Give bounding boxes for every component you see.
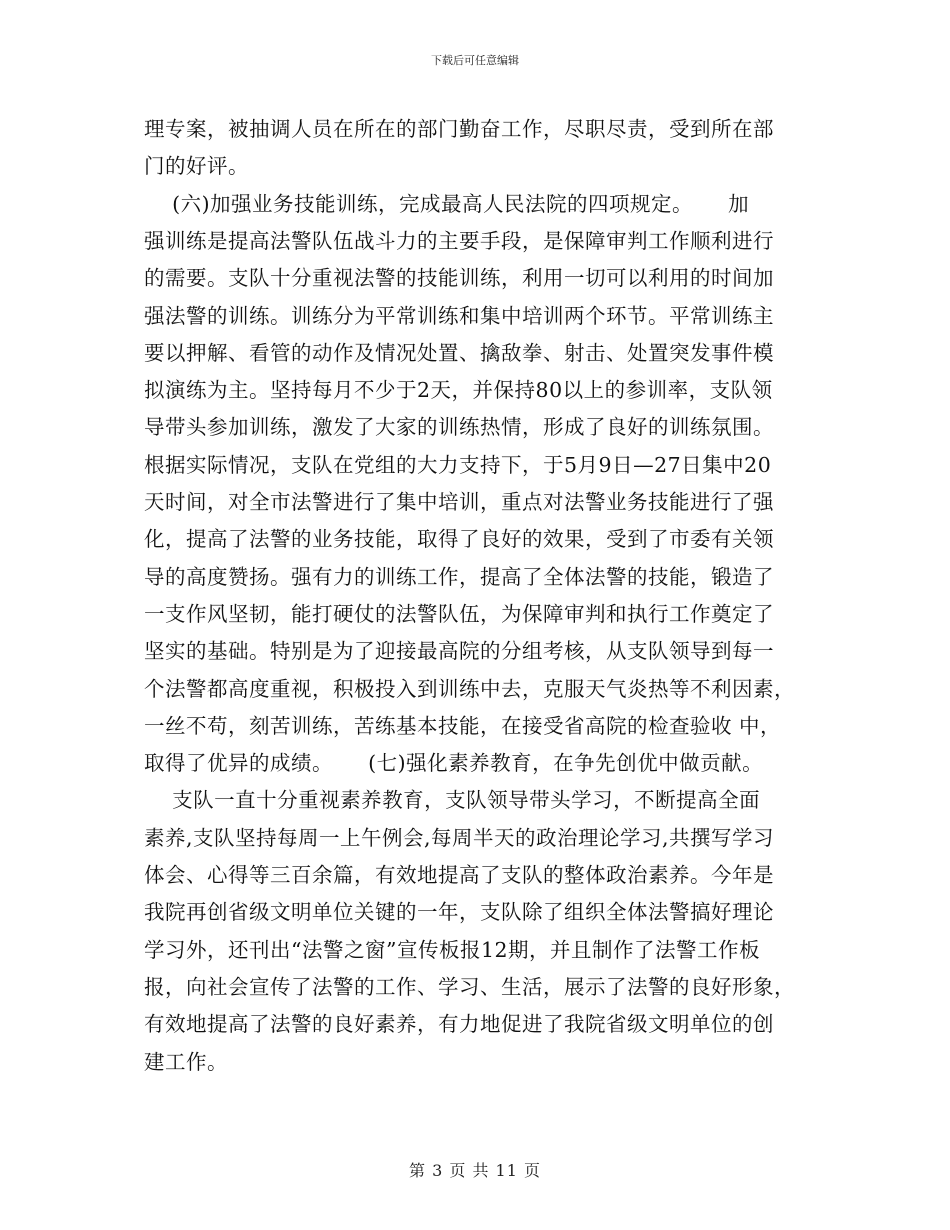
text-line: 坚实的基础。特别是为了迎接最高院的分组考核，从支队领导到每一: [144, 639, 774, 664]
text-line: 体会、心得等三百余篇，有效地提高了支队的整体政治素养。今年是: [144, 863, 774, 887]
text-line: 报，向社会宣传了法警的工作、学习、生活，展示了法警的良好形象，: [144, 974, 795, 999]
text-line: 门的好评。: [144, 154, 249, 179]
text-line: 一支作风坚韧，能打硬仗的法警队伍，为保障审判和执行工作奠定了: [144, 601, 774, 626]
page-header: 下载后可任意编辑: [431, 54, 519, 67]
text-line: 一丝不苟，刻苦训练，苦练基本技能，在接受省高院的检查验收 中，: [144, 713, 782, 738]
text-line: 导的高度赞扬。强有力的训练工作，提高了全体法警的技能，锻造了: [144, 564, 774, 589]
text-line: (六)加强业务技能训练，完成最高人民法院的四项规定。 加: [144, 191, 750, 216]
text-line: 拟演练为主。坚持每月不少于2天，并保持80以上的参训率，支队领: [144, 378, 773, 403]
text-line: 强法警的训练。训练分为平常训练和集中培训两个环节。平常训练主: [144, 303, 774, 328]
text-line: 天时间，对全市法警进行了集中培训，重点对法警业务技能进行了强: [144, 490, 774, 514]
text-line: 导带头参加训练，激发了大家的训练热情，形成了良好的训练氛围。: [144, 415, 774, 440]
text-line: 的需要。支队十分重视法警的技能训练，利用一切可以利用的时间加: [144, 266, 774, 291]
text-line: 我院再创省级文明单位关键的一年，支队除了组织全体法警搞好理论: [144, 900, 774, 925]
text-line: 建工作。: [144, 1049, 228, 1074]
text-line: 化，提高了法警的业务技能，取得了良好的效果，受到了市委有关领: [144, 527, 774, 552]
text-line: 素养,支队坚持每周一上午例会,每周半天的政治理论学习,共撰写学习: [144, 825, 775, 850]
text-line: 要以押解、看管的动作及情况处置、擒敌拳、射击、处置突发事件模: [144, 340, 774, 365]
text-line: 根据实际情况，支队在党组的大力支持下，于5月9日—27日集中20: [144, 452, 772, 477]
text-line: 强训练是提高法警队伍战斗力的主要手段，是保障审判工作顺利进行: [144, 228, 774, 253]
page-footer: 第 3 页 共 11 页: [409, 1161, 541, 1180]
text-line: 学习外，还刊出“法警之窗”宣传板报12期，并且制作了法警工作板: [144, 937, 761, 962]
text-line: 理专案，被抽调人员在所在的部门勤奋工作，尽职尽责，受到所在部: [144, 117, 774, 141]
text-line: 支队一直十分重视素养教育，支队领导带头学习，不断提高全面: [144, 788, 761, 813]
text-line: 个法警都高度重视，积极投入到训练中去，克服天气炎热等不利因素，: [144, 676, 795, 701]
text-line: 有效地提高了法警的良好素养，有力地促进了我院省级文明单位的创: [144, 1012, 774, 1037]
text-line: 取得了优异的成绩。 (七)强化素养教育，在争先创优中做贡献。: [144, 751, 764, 776]
